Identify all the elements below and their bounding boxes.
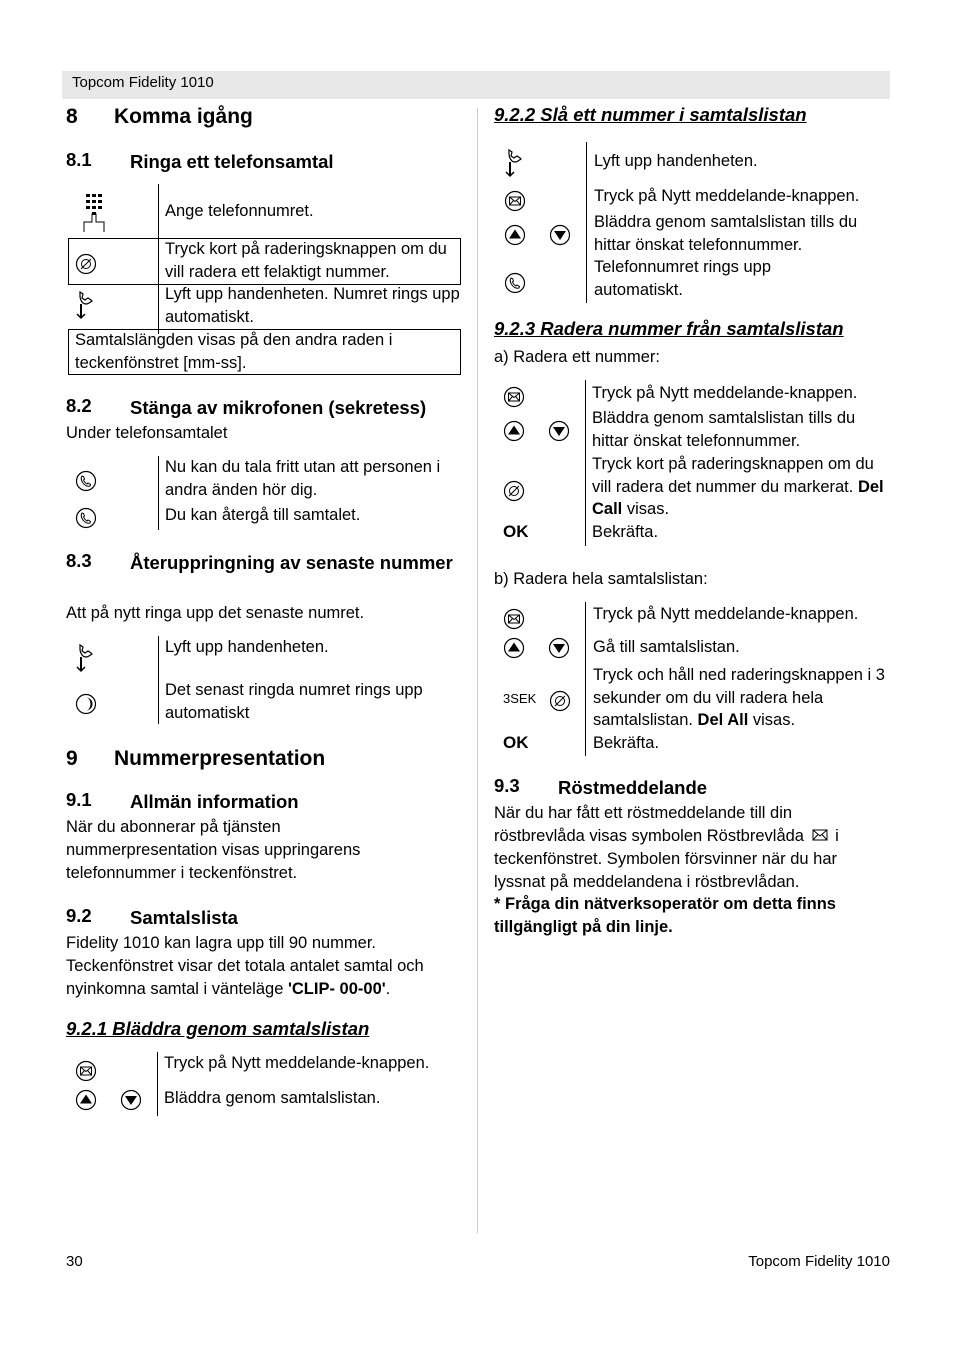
talk-icon [504, 272, 526, 294]
instruction-text: Det senast ringda numret rings upp automatiskt [165, 681, 423, 722]
section-9-2-1-heading: 9.2.1 Bläddra genom samtalslistan [66, 1018, 370, 1039]
up-arrow-icon [75, 1089, 97, 1111]
section-8-3-heading: 8.3 Återuppringning av senaste nummer [66, 550, 453, 573]
table-divider [158, 456, 159, 530]
section-9-2-2-heading: 9.2.2 Slå ett nummer i samtalslistan [494, 104, 807, 125]
mute-icon [75, 507, 97, 529]
hold-3-seconds-label: 3SEK [503, 691, 537, 706]
header-title: Topcom Fidelity 1010 [72, 74, 214, 91]
instruction-text: Tryck kort på raderingsknappen om du vill radera ett felaktigt nummer. [165, 240, 447, 281]
table-divider [158, 184, 159, 238]
instruction-text: Tryck kort på raderingsknappen om du vill radera det nummer du markerat. Del Call visas. [592, 455, 884, 518]
page-header [62, 71, 890, 99]
message-icon [504, 190, 526, 212]
handset-icon [76, 643, 96, 673]
instruction-text: Lyft upp handenheten. [594, 152, 758, 170]
column-divider [477, 108, 478, 1233]
instruction-text: Lyft upp handenheten. [165, 638, 329, 656]
instruction-text: Du kan återgå till samtalet. [165, 506, 361, 524]
section-9-2-3-heading: 9.2.3 Radera nummer från samtalslistan [494, 318, 844, 339]
intro-text: Att på nytt ringa upp det senaste numret. [66, 604, 365, 622]
delete-icon [75, 253, 97, 275]
section-8-1-heading: 8.1 Ringa ett telefonsamtal [66, 149, 334, 172]
up-arrow-icon [504, 224, 526, 246]
instruction-text: Tryck på Nytt meddelande-knappen. [594, 187, 860, 205]
delete-icon [503, 480, 525, 502]
handset-icon [505, 148, 525, 178]
instruction-text: Gå till samtalslistan. [593, 638, 740, 656]
subheading-text: b) Radera hela samtalslistan: [494, 570, 708, 588]
down-arrow-icon [120, 1089, 142, 1111]
body-text: När du abonnerar på tjänsten nummerpresentation visas uppringarens telefonnummer i teckenfönstret. [66, 818, 361, 882]
section-8-2-heading: 8.2 Stänga av mikrofonen (sekretess) [66, 395, 427, 418]
body-text: Fidelity 1010 kan lagra upp till 90 nummer. Teckenfönstret visar det totala antalet samtal och nyinkomna samtal i vänteläge 'CLIP- 00-00'. [66, 934, 424, 998]
subheading-text: a) Radera ett nummer: [494, 348, 660, 366]
instruction-text: Bekräfta. [593, 734, 660, 752]
instruction-text: Tryck på Nytt meddelande-knappen. [164, 1054, 430, 1072]
handset-icon [76, 290, 96, 320]
instruction-text: Tryck på Nytt meddelande-knappen. [593, 605, 859, 623]
page-number: 30 [66, 1253, 83, 1270]
instruction-text: Bläddra genom samtalslistan tills du hittar önskat telefonnummer. [594, 213, 858, 254]
delete-icon [549, 690, 571, 712]
section-8-heading: 8 Komma igång [66, 105, 253, 128]
instruction-text: Lyft upp handenheten. Numret rings upp automatiskt. [165, 285, 460, 326]
instruction-text: Bläddra genom samtalslistan. [164, 1089, 381, 1107]
instruction-text: Ange telefonnumret. [165, 202, 314, 220]
section-9-heading: 9 Nummerpresentation [66, 747, 326, 770]
table-divider [157, 1052, 158, 1116]
instruction-text: Bekräfta. [592, 523, 659, 541]
up-arrow-icon [503, 420, 525, 442]
ok-key-label: OK [503, 522, 529, 541]
mailbox-icon [811, 828, 829, 842]
section-9-2-heading: 9.2 Samtalslista [66, 905, 238, 928]
instruction-text: Nu kan du tala fritt utan att personen i andra änden hör dig. [165, 458, 441, 499]
note-text: Samtalslängden visas på den andra raden i teckenfönstret [mm-ss]. [75, 331, 393, 372]
up-arrow-icon [503, 637, 525, 659]
intro-text: Under telefonsamtalet [66, 424, 228, 442]
footer-product: Topcom Fidelity 1010 [748, 1253, 890, 1270]
section-9-3-heading: 9.3 Röstmeddelande [494, 775, 708, 798]
instruction-text: Tryck och håll ned raderingsknappen i 3 sekunder om du vill radera hela samtalslistan. Del All visas. [593, 666, 885, 729]
redial-icon [75, 693, 97, 715]
down-arrow-icon [549, 224, 571, 246]
bold-note: * Fråga din nätverksoperatör om detta finns tillgängligt på din linje. [494, 895, 836, 936]
message-icon [75, 1060, 97, 1082]
ok-key-label: OK [503, 733, 529, 752]
message-icon [503, 608, 525, 630]
table-divider [585, 602, 586, 756]
down-arrow-icon [548, 420, 570, 442]
down-arrow-icon [548, 637, 570, 659]
body-text: När du har fått ett röstmeddelande till din röstbrevlåda visas symbolen Röstbrevlåda i teckenfönstret. Symbolen försvinner när du har lyssnat på meddelandena i röstbrevlådan. [494, 804, 839, 891]
table-divider [586, 142, 587, 303]
message-icon [503, 386, 525, 408]
table-divider [158, 238, 159, 334]
keypad-icon [82, 192, 106, 234]
mute-icon [75, 470, 97, 492]
table-divider [585, 380, 586, 546]
table-divider [158, 636, 159, 724]
instruction-text: Tryck på Nytt meddelande-knappen. [592, 384, 858, 402]
section-9-1-heading: 9.1 Allmän information [66, 789, 299, 812]
instruction-text: Bläddra genom samtalslistan tills du hittar önskat telefonnummer. [592, 409, 856, 450]
instruction-text: Telefonnumret rings upp automatiskt. [594, 258, 772, 299]
